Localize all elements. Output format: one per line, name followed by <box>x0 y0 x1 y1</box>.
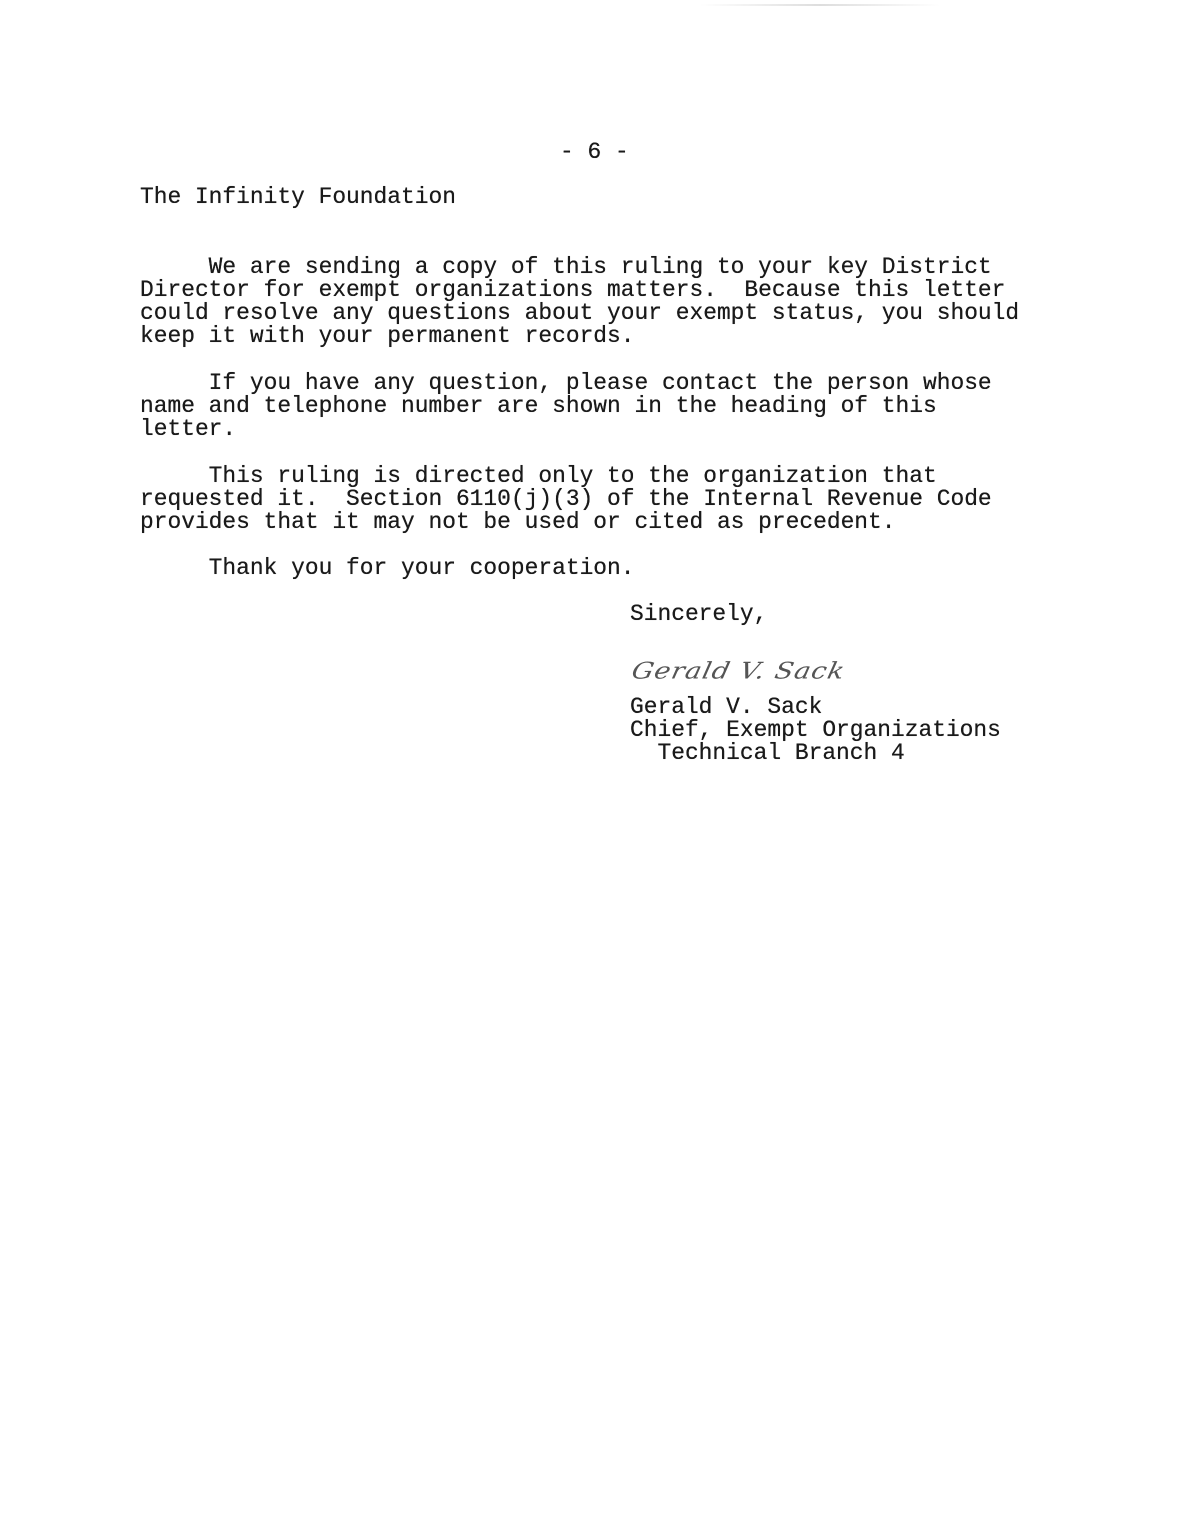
recipient-name: The Infinity Foundation <box>140 184 456 210</box>
text-line: could resolve any questions about your exempt status, you should <box>140 300 1020 326</box>
closing: Sincerely, <box>630 601 768 627</box>
text-line: keep it with your permanent records. <box>140 323 635 349</box>
page-number: - 6 - <box>560 139 629 165</box>
text-line: Thank you for your cooperation. <box>140 555 635 581</box>
text-line: We are sending a copy of this ruling to your key District <box>140 254 992 280</box>
text-line: provides that it may not be used or cited as precedent. <box>140 509 896 535</box>
scan-artifact <box>700 4 940 6</box>
text-line: If you have any question, please contact the person whose <box>140 370 992 396</box>
text-line: name and telephone number are shown in the heading of this <box>140 393 937 419</box>
signer-title: Chief, Exempt Organizations <box>630 717 1001 743</box>
text-line: letter. <box>140 416 237 442</box>
text-line: This ruling is directed only to the organization that <box>140 463 937 489</box>
text-line: Director for exempt organizations matters. Because this letter <box>140 277 1006 303</box>
handwritten-signature: Gerald V. Sack <box>629 658 848 685</box>
text-line: requested it. Section 6110(j)(3) of the Internal Revenue Code <box>140 486 992 512</box>
signer-branch: Technical Branch 4 <box>630 740 905 766</box>
signer-name: Gerald V. Sack <box>630 694 823 720</box>
